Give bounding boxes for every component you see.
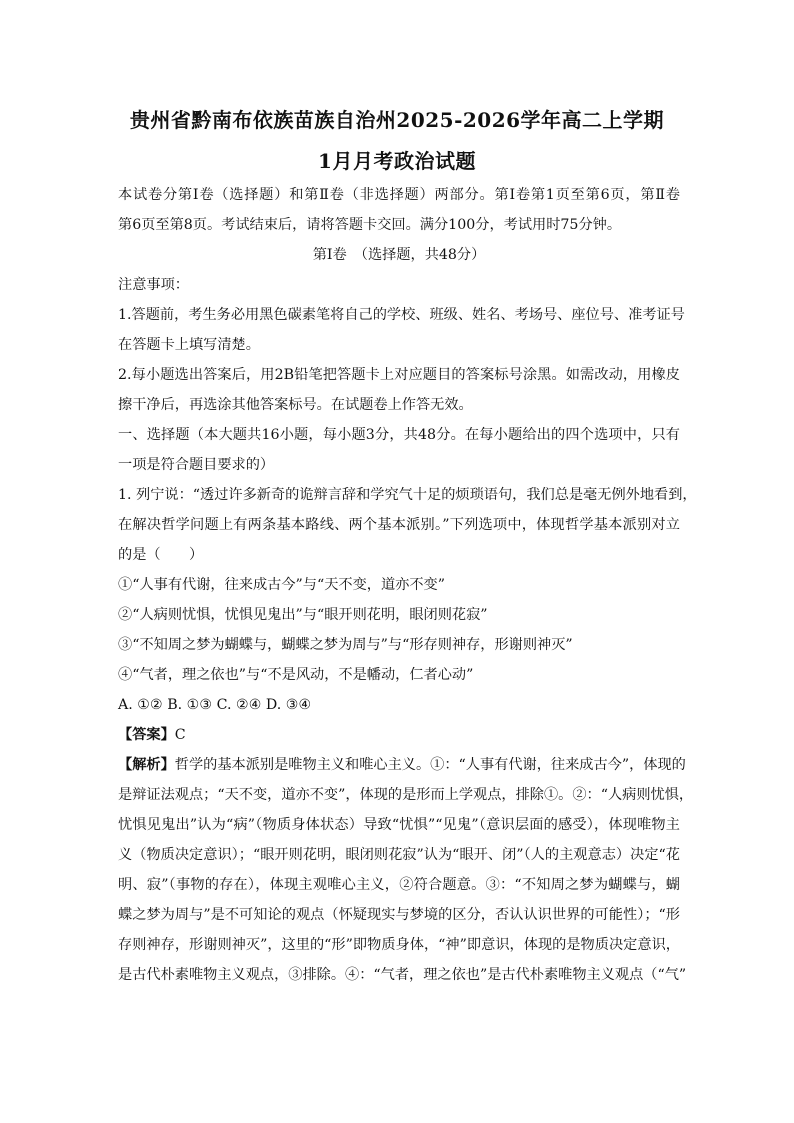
analysis-line: 明、寂”（事物的存在），体现主观唯心主义，②符合题意。③：“不知周之梦为蝴蝶与，蝴 xyxy=(118,877,680,893)
analysis-line: 义（物质决定意识）；“眼开则花明，眼闭则花寂”认为“眼开、闭”（人的主观意志）决定“花 xyxy=(118,847,680,863)
section-heading: 第Ⅰ卷 （选择题，共48分） xyxy=(312,247,486,263)
question-item: ②“人病则忧惧，忧惧见鬼出”与“眼开则花明，眼闭则花寂” xyxy=(118,607,488,623)
analysis-label: 【解析】 xyxy=(118,757,175,773)
answer-label: 【答案】 xyxy=(118,727,175,743)
analysis-line: 是古代朴素唯物主义观点，③排除。④：“气者，理之依也”是古代朴素唯物主义观点（“气” xyxy=(118,967,687,983)
note-line: 在答题卡上填写清楚。 xyxy=(118,337,260,353)
answer-value: C xyxy=(174,727,186,743)
exam-title-line-2: 1月月考政治试题 xyxy=(318,149,476,173)
exam-title-line-1: 贵州省黔南布依族苗族自治州2025-2026学年高二上学期 xyxy=(129,108,665,132)
analysis-line: 存则神存，形谢则神灭”，这里的“形”即物质身体，“神”即意识，体现的是物质决定意识， xyxy=(118,937,680,953)
question-stem-line: 的是（ ） xyxy=(118,547,204,563)
part-one-heading: 一、选择题（本大题共16小题，每小题3分，共48分。在每小题给出的四个选项中，只有 xyxy=(118,427,680,443)
note-line: 2.每小题选出答案后，用2B铅笔把答题卡上对应题目的答案标号涂黑。如需改动，用橡皮 xyxy=(118,367,680,383)
intro-line: 本试卷分第Ⅰ卷（选择题）和第Ⅱ卷（非选择题）两部分。第Ⅰ卷第1页至第6页，第Ⅱ卷 xyxy=(118,187,680,203)
question-stem-line: 在解决哲学问题上有两条基本路线、两个基本派别。”下列选项中，体现哲学基本派别对立 xyxy=(118,517,680,533)
question-item: ④“气者，理之依也”与“不是风动，不是幡动，仁者心动” xyxy=(118,667,474,683)
exam-intro xyxy=(118,180,697,990)
note-line: 1.答题前，考生务必用黑色碳素笔将自己的学校、班级、姓名、考场号、座位号、准考证号 xyxy=(118,307,685,323)
question-stem-line: 1. 列宁说：“透过许多新奇的诡辩言辞和学究气十足的烦琐语句，我们总是毫无例外地看到， xyxy=(118,487,697,503)
question-options: A. ①② B. ①③ C. ②④ D. ③④ xyxy=(118,697,312,713)
question-item: ①“人事有代谢，往来成古今”与“天不变，道亦不变” xyxy=(118,577,445,593)
answer-line xyxy=(118,720,680,750)
note-line: 擦干净后，再选涂其他答案标号。在试题卷上作答无效。 xyxy=(118,397,473,413)
analysis-line: 是辩证法观点；“天不变，道亦不变”，体现的是形而上学观点，排除①。②：“人病则忧惧， xyxy=(118,787,694,803)
notes-heading: 注意事项： xyxy=(118,277,189,293)
part-one-heading: 一项是符合题目要求的） xyxy=(118,457,275,473)
analysis-text: 哲学的基本派别是唯物主义和唯心主义。①：“人事有代谢，往来成古今”，体现的 xyxy=(174,757,686,773)
intro-line: 第6页至第8页。考试结束后，请将答题卡交回。满分100分，考试用时75分钟。 xyxy=(118,217,622,233)
analysis-line xyxy=(118,750,686,780)
analysis-line: 蝶之梦为周与”是不可知论的观点（怀疑现实与梦境的区分，否认认识世界的可能性）；“形 xyxy=(118,907,680,923)
analysis-line: 忧惧见鬼出”认为“病”（物质身体状态）导致“忧惧”“见鬼”（意识层面的感受），体现唯物主 xyxy=(118,817,680,833)
question-item: ③“不知周之梦为蝴蝶与，蝴蝶之梦为周与”与“形存则神存，形谢则神灭” xyxy=(118,637,573,653)
